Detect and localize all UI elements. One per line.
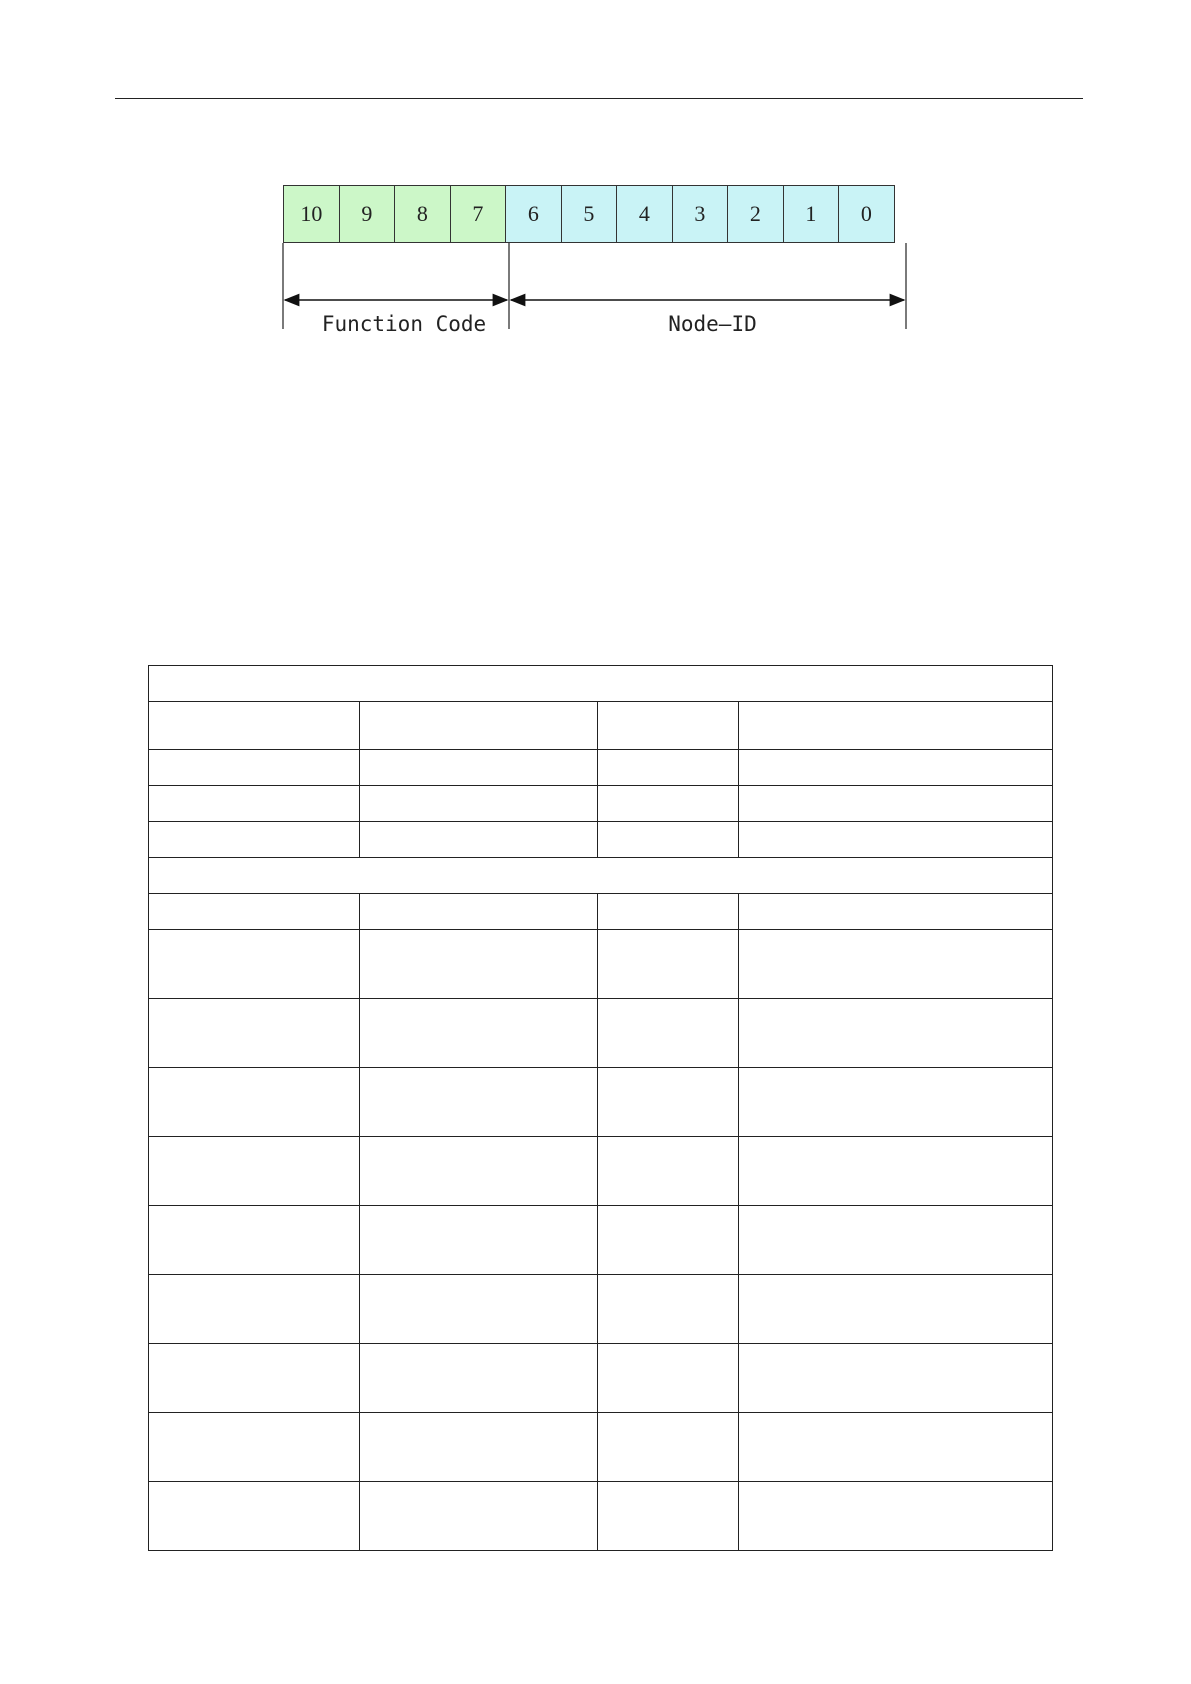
table-cell — [598, 750, 739, 786]
table-row — [149, 930, 1053, 999]
table-cell — [739, 822, 1053, 858]
table-cell — [149, 1482, 360, 1551]
bit-cell-node-id: 5 — [561, 185, 618, 243]
table-cell — [598, 702, 739, 750]
table-section-row — [149, 858, 1053, 894]
table-cell — [149, 858, 1053, 894]
table-cell — [360, 1344, 598, 1413]
table-cell — [149, 822, 360, 858]
table-cell — [360, 702, 598, 750]
bit-cell-function-code: 8 — [394, 185, 451, 243]
table-section-row — [149, 666, 1053, 702]
table-cell — [149, 750, 360, 786]
table-cell — [739, 750, 1053, 786]
table-cell — [360, 1275, 598, 1344]
table-cell — [739, 786, 1053, 822]
table-cell — [598, 930, 739, 999]
table-cell — [739, 1068, 1053, 1137]
table-cell — [360, 1068, 598, 1137]
bit-cell-node-id: 4 — [616, 185, 673, 243]
table-cell — [598, 1275, 739, 1344]
table-cell — [739, 930, 1053, 999]
table-cell — [149, 1344, 360, 1413]
table-cell — [360, 1482, 598, 1551]
table-cell — [360, 822, 598, 858]
table-cell — [149, 786, 360, 822]
header-rule — [115, 98, 1083, 99]
table-cell — [360, 999, 598, 1068]
table-cell — [360, 894, 598, 930]
table-cell — [360, 1137, 598, 1206]
table-cell — [149, 894, 360, 930]
table-cell — [739, 1275, 1053, 1344]
table-cell — [149, 1275, 360, 1344]
table-cell — [598, 1413, 739, 1482]
table-row — [149, 822, 1053, 858]
node-id-label: Node—ID — [668, 312, 757, 336]
function-code-label: Function Code — [321, 312, 487, 336]
table-cell — [598, 786, 739, 822]
table-row — [149, 1413, 1053, 1482]
table-cell — [598, 1068, 739, 1137]
table-cell — [360, 786, 598, 822]
bit-cell-node-id: 2 — [727, 185, 784, 243]
table-cell — [598, 1344, 739, 1413]
table-cell — [739, 894, 1053, 930]
table-cell — [149, 1413, 360, 1482]
table-cell — [149, 999, 360, 1068]
bit-cell-node-id: 0 — [838, 185, 895, 243]
table-row — [149, 1344, 1053, 1413]
bit-cell-node-id: 1 — [783, 185, 840, 243]
table-cell — [598, 1206, 739, 1275]
table-cell — [598, 1482, 739, 1551]
table-cell — [739, 1137, 1053, 1206]
table-cell — [739, 1206, 1053, 1275]
table-cell — [598, 822, 739, 858]
table-row — [149, 999, 1053, 1068]
table-row — [149, 1275, 1053, 1344]
table-cell — [739, 999, 1053, 1068]
table-row — [149, 1206, 1053, 1275]
table-cell — [598, 999, 739, 1068]
table-row — [149, 702, 1053, 750]
table-cell — [360, 750, 598, 786]
bit-cell-node-id: 3 — [672, 185, 729, 243]
bit-cell-node-id: 6 — [505, 185, 562, 243]
table-cell — [149, 1068, 360, 1137]
table-cell — [598, 1137, 739, 1206]
table-row — [149, 1137, 1053, 1206]
table-row — [149, 750, 1053, 786]
table-row — [149, 786, 1053, 822]
table-cell — [739, 1344, 1053, 1413]
table-cell — [149, 702, 360, 750]
table-row — [149, 1068, 1053, 1137]
table-cell — [360, 1206, 598, 1275]
table-cell — [149, 1206, 360, 1275]
table-cell — [598, 894, 739, 930]
data-table — [148, 665, 1053, 1551]
table-cell — [149, 666, 1053, 702]
table-row — [149, 894, 1053, 930]
cob-id-bit-diagram — [280, 182, 920, 342]
table-cell — [360, 930, 598, 999]
table-cell — [360, 1413, 598, 1482]
table-row — [149, 1482, 1053, 1551]
table-cell — [149, 930, 360, 999]
bit-cell-function-code: 10 — [283, 185, 340, 243]
bit-cell-function-code: 9 — [339, 185, 396, 243]
table-cell — [739, 1413, 1053, 1482]
table-cell — [739, 702, 1053, 750]
table-cell — [739, 1482, 1053, 1551]
bit-cell-function-code: 7 — [450, 185, 507, 243]
table-cell — [149, 1137, 360, 1206]
